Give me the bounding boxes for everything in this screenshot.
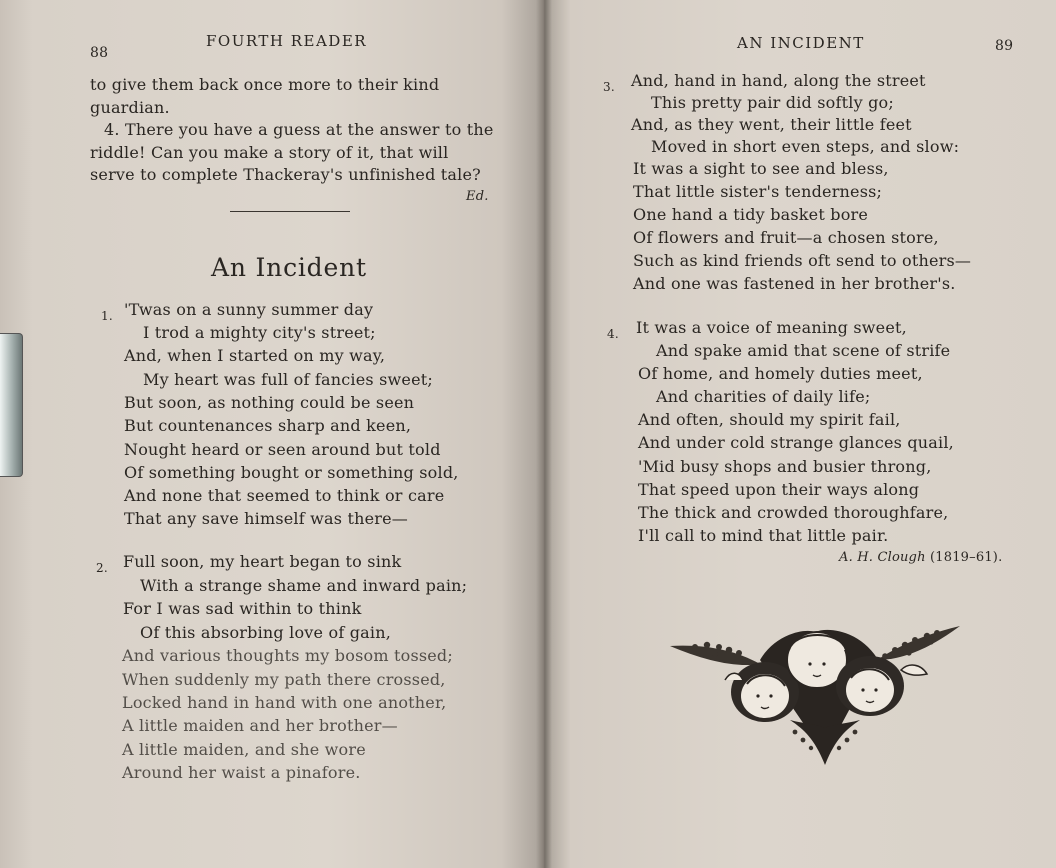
verse-line: And charities of daily life; <box>656 387 871 406</box>
stanza-number: 1. <box>101 309 113 323</box>
verse-line: I trod a mighty city's street; <box>143 323 376 342</box>
editor-signature: Ed. <box>466 189 489 204</box>
verse-line: That little sister's tenderness; <box>633 182 883 201</box>
verse-line: Around her waist a pinafore. <box>122 763 361 782</box>
verse-line: But soon, as nothing could be seen <box>124 393 415 412</box>
verse-line: And none that seemed to think or care <box>124 486 445 505</box>
intro-line: 4. There you have a guess at the answer to the <box>104 120 494 139</box>
verse-line: Moved in short even steps, and slow: <box>651 137 960 156</box>
left-page-number: 88 <box>90 45 109 61</box>
verse-line: But countenances sharp and keen, <box>124 416 412 435</box>
verse-line: Such as kind friends oft send to others— <box>633 251 972 270</box>
verse-line: And often, should my spirit fail, <box>638 410 901 429</box>
poem-title: An Incident <box>211 253 367 282</box>
verse-line: For I was sad within to think <box>123 599 362 618</box>
verse-line: And spake amid that scene of strife <box>656 341 951 360</box>
verse-line: I'll call to mind that little pair. <box>638 526 889 545</box>
intro-line: serve to complete Thackeray's unfinished tale? <box>90 165 481 184</box>
verse-line: A little maiden and her brother— <box>122 716 398 735</box>
verse-line: My heart was full of fancies sweet; <box>143 370 433 389</box>
verse-line: It was a sight to see and bless, <box>633 159 889 178</box>
intro-line: guardian. <box>90 98 170 117</box>
verse-line: Of something bought or something sold, <box>124 463 459 482</box>
verse-line: That any save himself was there— <box>124 509 408 528</box>
binder-clip <box>0 333 23 477</box>
section-divider <box>230 211 350 212</box>
verse-line: It was a voice of meaning sweet, <box>636 318 907 337</box>
intro-line: to give them back once more to their kind <box>90 75 440 94</box>
verse-line: Full soon, my heart began to sink <box>123 552 402 571</box>
verse-line: The thick and crowded thoroughfare, <box>638 503 949 522</box>
verse-line: 'Mid busy shops and busier throng, <box>638 457 932 476</box>
author-name: A. H. Clough <box>839 550 926 565</box>
verse-line: And, hand in hand, along the street <box>631 71 926 90</box>
stanza-number: 2. <box>96 561 108 575</box>
right-page-number: 89 <box>995 38 1014 54</box>
right-running-head: AN INCIDENT <box>737 34 865 52</box>
verse-line: Of flowers and fruit—a chosen store, <box>633 228 939 247</box>
verse-line: This pretty pair did softly go; <box>651 93 894 112</box>
verse-line: With a strange shame and inward pain; <box>140 576 468 595</box>
left-running-head: FOURTH READER <box>206 32 368 50</box>
verse-line: And various thoughts my bosom tossed; <box>122 646 453 665</box>
three-children-vignette-icon <box>665 620 965 770</box>
verse-line: When suddenly my path there crossed, <box>122 670 446 689</box>
verse-line: Of this absorbing love of gain, <box>140 623 392 642</box>
verse-line: Of home, and homely duties meet, <box>638 364 923 383</box>
book-gutter <box>536 0 552 868</box>
verse-line: That speed upon their ways along <box>638 480 920 499</box>
verse-line: Nought heard or seen around but told <box>124 440 441 459</box>
verse-line: And, as they went, their little feet <box>631 115 912 134</box>
verse-line: 'Twas on a sunny summer day <box>124 300 374 319</box>
author-dates: (1819–61). <box>930 550 1003 565</box>
intro-line: riddle! Can you make a story of it, that will <box>90 143 449 162</box>
verse-line: And under cold strange glances quail, <box>638 433 954 452</box>
stanza-number: 4. <box>607 327 619 341</box>
verse-line: A little maiden, and she wore <box>122 740 366 759</box>
verse-line: One hand a tidy basket bore <box>633 205 869 224</box>
verse-line: And, when I started on my way, <box>124 346 386 365</box>
verse-line: And one was fastened in her brother's. <box>633 274 956 293</box>
verse-line: Locked hand in hand with one another, <box>122 693 447 712</box>
stanza-number: 3. <box>603 80 615 94</box>
author-attribution <box>839 550 1002 565</box>
